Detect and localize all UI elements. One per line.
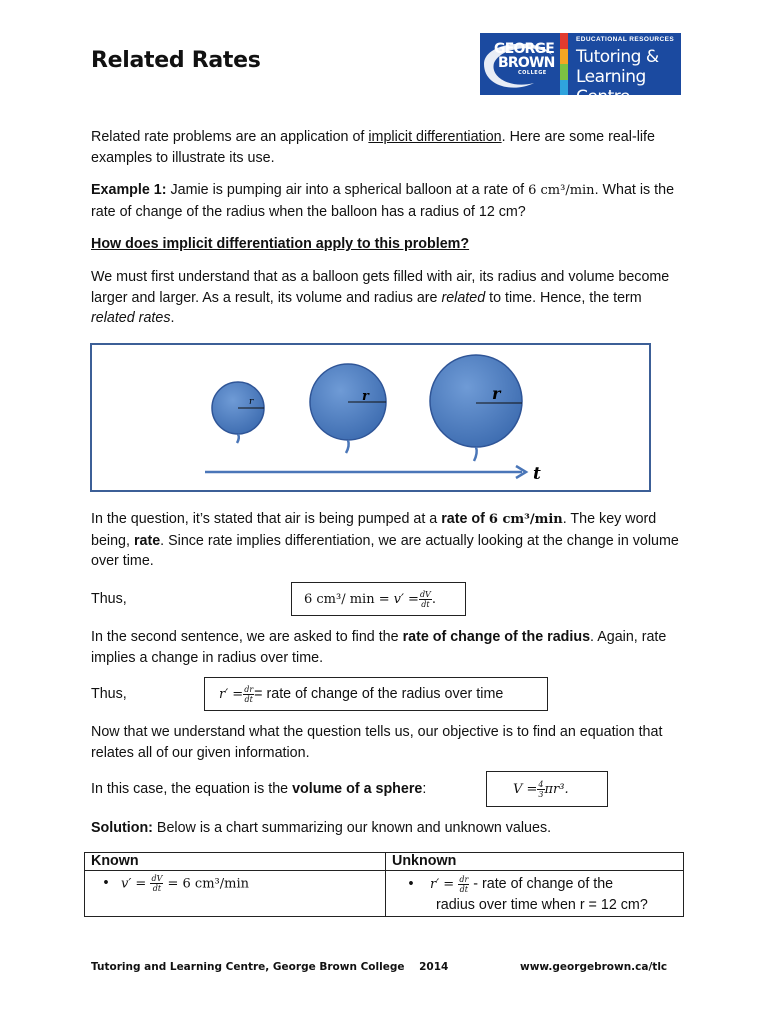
rate-keyword: rate [133,532,161,549]
logo-tutoring [576,47,681,107]
time-axis-label: t [533,464,541,484]
section-heading [91,234,681,255]
footer-left: Tutoring and Learning Centre, George Brown College 2014 [91,961,449,973]
radius-paragraph [91,627,681,668]
example-text-end: . What is the rate of change of the radius when the balloon has a radius of 12 cm? [91,182,675,220]
radius-label-large: r [492,384,501,403]
volume-of-sphere-bold: volume of a sphere [292,781,423,797]
frac-num: dr [244,684,254,694]
frac-num: dr [459,874,469,884]
time-arrow [205,464,541,484]
balloon-large [430,355,522,461]
known-rhs: = 6 cm³/min [163,876,249,892]
frac-num: dV [151,874,163,883]
radius-rate-equation [204,677,548,711]
unknown-cell [386,871,684,917]
college-logo [480,33,681,107]
table-header-row [85,853,684,871]
rate-text-end: . Since rate implies differentiation, we are actually looking at the change in volume over time. [91,532,679,569]
dr-dt-fraction [243,685,254,704]
sphere-sentence [91,781,426,797]
r-prime: r′ = [219,686,244,702]
frac-den: 3 [538,789,544,799]
radius-rate-description: = rate of change of the radius over time [254,686,504,702]
strip-green [560,64,568,80]
sphere-rhs: πr³. [544,781,569,797]
radius-text-end: . Again, rate implies a change in radius over time. [91,629,667,666]
thus-label-2: Thus, [91,686,127,702]
rate-value-bold: 6 cm³/min [488,512,563,527]
example-rate: 6 cm³/min [528,183,595,198]
rate-of-bold: rate of [441,511,489,527]
frac-den: dt [244,694,253,704]
known-v-prime: v′ = [121,876,151,892]
balloon-text-end: . [170,310,175,326]
thus-label-1: Thus, [91,591,127,607]
question-heading: How does implicit differentiation apply to this problem? [91,236,470,252]
radius-label-small: r [249,397,254,407]
logo-college: COLLEGE [518,70,547,76]
known-unknown-table [84,852,684,917]
equation-end: . [431,591,436,607]
bullet-icon: • [103,875,109,892]
frac-den: dt [459,884,468,894]
solution-text: Below is a chart summarizing our known and unknown values. [152,820,552,836]
radius-label-medium: r [362,389,369,404]
logo-color-strip [560,33,568,95]
balloon-paragraph [91,267,681,329]
logo-tutoring-line2: Learning Centre [576,67,646,107]
logo-educational-resources: EDUCATIONAL RESOURCES [576,36,675,43]
example-paragraph [91,180,681,222]
unknown-text-2: radius over time when r = 12 cm? [436,897,648,913]
sphere-lhs: V = [513,781,538,797]
strip-blue [560,80,568,96]
logo-brown: BROWN [498,55,555,71]
balloon-diagram [90,343,651,492]
solution-sentence [91,820,551,836]
implicit-differentiation-link[interactable]: implicit differentiation [368,129,502,145]
v-prime: v′ = [393,591,419,607]
balloon-small [212,382,264,443]
balloon-text-2: to time. Hence, the term [485,289,642,306]
rate-paragraph [91,509,681,572]
strip-red [560,33,568,49]
unknown-header: Unknown [386,853,684,871]
volume-rate-lhs: 6 cm³/ min = [304,591,390,607]
solution-label: Solution: [91,820,153,836]
example-label: Example 1: [91,182,167,198]
unknown-r-prime: r′ = [430,877,459,892]
rate-text-2: . The key word being, [91,511,657,549]
bullet-icon: • [408,876,414,892]
strip-orange [560,49,568,65]
four-thirds-fraction [537,780,544,799]
unknown-text-1: - rate of change of the [469,876,614,892]
page-title: Related Rates [91,48,261,73]
balloon-diagram-svg [92,345,649,490]
example-text: Jamie is pumping air into a spherical balloon at a rate of [166,182,529,198]
known-header: Known [85,853,386,871]
dv-dt-fraction [419,590,432,609]
intro-paragraph [91,127,681,168]
related-emphasis: related [441,289,486,306]
known-cell [85,871,386,917]
sphere-colon: : [422,781,427,797]
logo-tutoring-line1: Tutoring & [576,47,659,67]
frac-num: 4 [538,779,544,789]
frac-num: dV [419,589,431,599]
balloon-text: We must first understand that as a balloon gets filled with air, its radius and volume become larger and larger. As a result, its volume and radius are [91,269,670,306]
table-row [85,871,684,917]
intro-text: Related rate problems are an application of [91,129,369,145]
objective-paragraph: Now that we understand what the question tells us, our objective is to find an equation that relates all of our given information. [91,724,663,761]
unknown-fraction [458,875,469,894]
rate-text: In the question, it’s stated that air is being pumped at a [91,511,442,527]
frac-den: dt [152,884,162,893]
intro-text-end: . Here are some real-life examples to illustrate its use. [91,129,655,166]
balloon-medium [310,364,386,453]
related-rates-emphasis: related rates [91,310,171,326]
volume-rate-equation [291,582,466,616]
radius-text: In the second sentence, we are asked to find the [91,629,403,645]
footer-url[interactable]: www.georgebrown.ca/tlc [520,961,668,973]
known-fraction [150,874,163,893]
sphere-volume-equation [486,771,608,807]
sphere-text: In this case, the equation is the [91,781,293,797]
logo-george: GEORGE [494,41,554,57]
frac-den: dt [421,599,430,609]
rate-of-change-bold: rate of change of the radius [402,629,591,645]
